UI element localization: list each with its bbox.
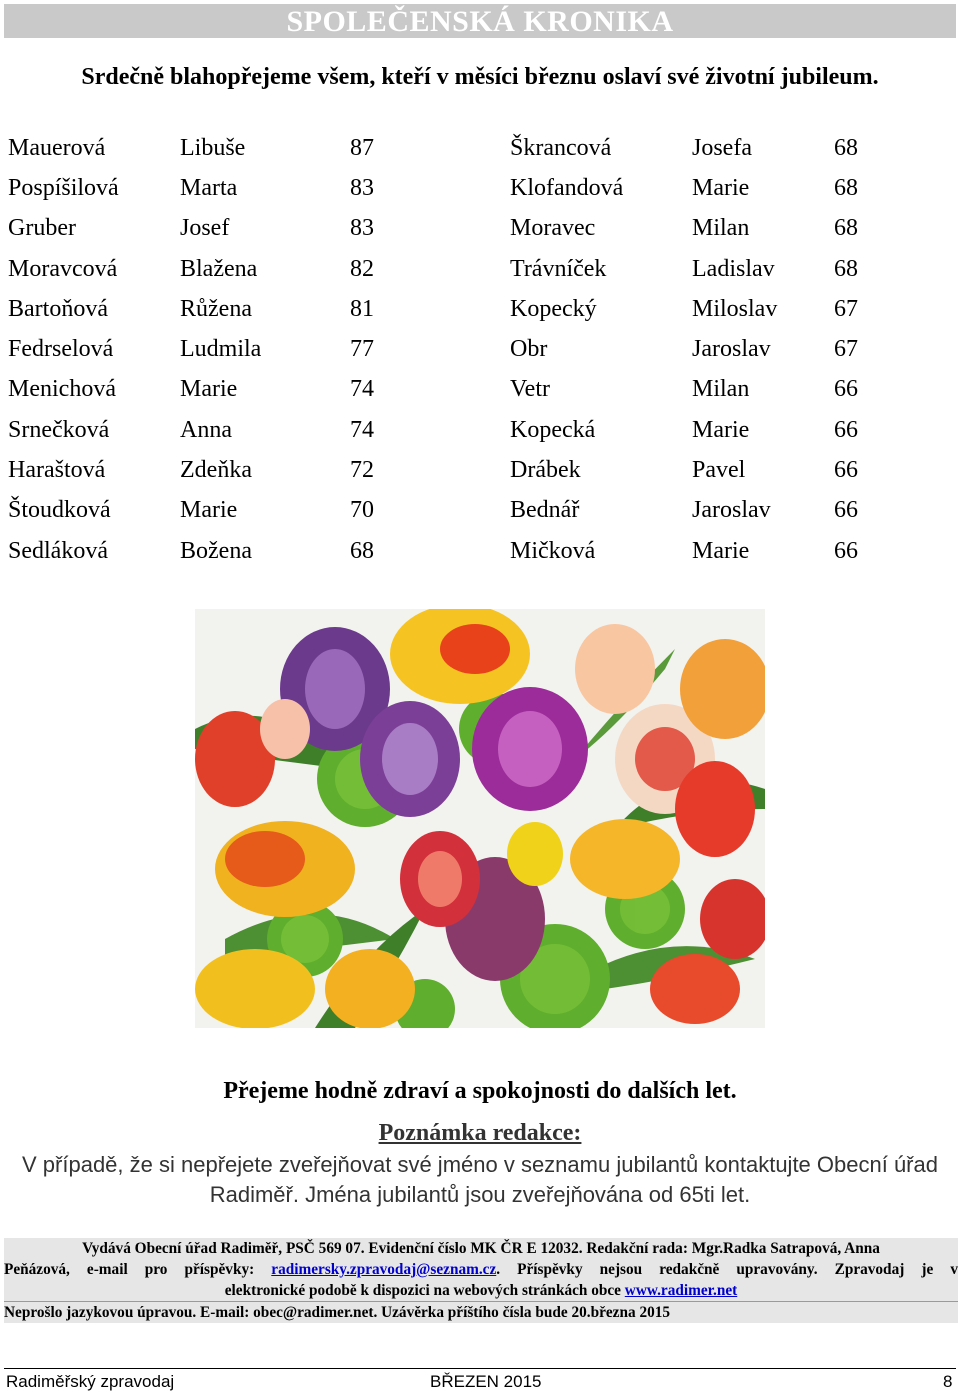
section-title: SPOLEČENSKÁ KRONIKA [286,5,674,38]
jubilant-first-name: Marie [692,537,750,564]
email-link[interactable]: radimersky.zpravodaj@seznam.cz [271,1261,497,1278]
jubilant-age: 67 [834,336,858,363]
jubilant-row [510,128,858,168]
jubilant-surname: Klofandová [510,174,624,201]
jubilant-age: 68 [834,134,858,161]
jubilant-first-name: Ladislav [692,255,775,282]
jubilant-first-name: Josef [180,215,230,242]
jubilant-surname: Štoudková [8,497,111,524]
jubilant-row [8,410,374,450]
jubilant-age: 66 [834,537,858,564]
jubilant-first-name: Anna [180,416,232,443]
jubilant-row [8,289,374,329]
jubilant-row [8,450,374,490]
jubilant-age: 74 [350,416,374,443]
footer-page-number: 8 [943,1372,953,1391]
jubilant-age: 83 [350,215,374,242]
jubilant-surname: Škrancová [510,134,612,161]
jubilant-age: 74 [350,376,374,403]
jubilant-row [510,491,858,531]
jubilant-first-name: Blažena [180,255,258,282]
jubilant-row [8,168,374,208]
jubilant-surname: Kopecká [510,416,596,443]
jubilants-list-right [510,128,858,571]
jubilant-row [510,410,858,450]
jubilant-surname: Mauerová [8,134,106,161]
wish-text: Přejeme hodně zdraví a spokojnosti do dalších let. [223,1078,737,1104]
jubilant-first-name: Marie [692,174,750,201]
tulip-bouquet-photo [195,609,765,1028]
jubilant-age: 68 [350,537,374,564]
jubilant-age: 70 [350,497,374,524]
footer-issue-month: BŘEZEN 2015 [430,1372,542,1391]
jubilant-row [510,370,858,410]
jubilant-row [8,128,374,168]
jubilant-age: 77 [350,336,374,363]
jubilant-first-name: Pavel [692,457,746,484]
jubilant-age: 72 [350,457,374,484]
jubilant-first-name: Růžena [180,295,252,322]
jubilant-surname: Drábek [510,457,581,484]
jubilant-age: 68 [834,255,858,282]
jubilant-row [510,450,858,490]
footer-divider [4,1368,956,1369]
jubilant-first-name: Libuše [180,134,246,161]
jubilant-first-name: Marie [180,497,238,524]
jubilant-age: 66 [834,416,858,443]
jubilant-row [510,289,858,329]
jubilant-first-name: Josefa [692,134,752,161]
jubilant-surname: Menichová [8,376,116,403]
jubilant-row [8,329,374,369]
jubilant-age: 81 [350,295,374,322]
jubilant-surname: Gruber [8,215,76,242]
jubilant-age: 68 [834,215,858,242]
jubilant-age: 82 [350,255,374,282]
editor-note-title: Poznámka redakce: [378,1120,582,1146]
jubilant-first-name: Marie [692,416,750,443]
jubilant-surname: Bartoňová [8,295,108,322]
jubilant-surname: Bednář [510,497,580,524]
jubilant-row [8,531,374,571]
jubilant-first-name: Ludmila [180,336,262,363]
jubilant-age: 83 [350,174,374,201]
jubilant-surname: Moravcová [8,255,118,282]
jubilant-row [510,329,858,369]
jubilant-surname: Moravec [510,215,596,242]
jubilant-first-name: Milan [692,376,750,403]
editor-note-text: V případě, že si nepřejete zveřejňovat své jméno v seznamu jubilantů kontaktujte Obecní úřad Radiměř. Jména jubilantů jsou zveřejňována od 65ti let. [22,1152,938,1207]
jubilant-first-name: Božena [180,537,252,564]
jubilant-age: 66 [834,497,858,524]
intro-text: Srdečně blahopřejeme všem, kteří v měsíci březnu oslaví své životní jubileum. [81,64,879,90]
jubilant-row [8,249,374,289]
section-title-bar [4,4,956,38]
jubilant-first-name: Marta [180,174,238,201]
jubilant-row [8,370,374,410]
jubilants-list-left [8,128,374,571]
jubilant-surname: Pospíšilová [8,174,119,201]
jubilant-row [510,249,858,289]
jubilant-first-name: Zdeňka [180,457,252,484]
jubilant-surname: Trávníček [510,255,607,282]
jubilant-first-name: Miloslav [692,295,778,322]
jubilant-first-name: Jaroslav [692,497,771,524]
imprint-line-1: Vydává Obecní úřad Radiměř, PSČ 569 07. Evidenční číslo MK ČR E 12032. Redakční rada: Mgr.Radka Satrapová, Anna [82,1240,880,1257]
jubilant-row [8,209,374,249]
jubilant-age: 67 [834,295,858,322]
jubilant-surname: Srnečková [8,416,110,443]
jubilant-row [510,531,858,571]
jubilant-age: 68 [834,174,858,201]
footer-publication-name: Radiměřský zpravodaj [6,1372,175,1391]
imprint-line-4: Neprošlo jazykovou úpravou. E-mail: obec@radimer.net. Uzávěrka příštího čísla bude 20.března 2015 [4,1301,958,1323]
jubilant-first-name: Marie [180,376,238,403]
jubilant-row [510,209,858,249]
jubilant-first-name: Jaroslav [692,336,771,363]
jubilant-row [8,491,374,531]
jubilant-age: 66 [834,376,858,403]
imprint-box [4,1238,958,1323]
jubilant-surname: Haraštová [8,457,106,484]
jubilant-age: 66 [834,457,858,484]
jubilant-age: 87 [350,134,374,161]
jubilant-surname: Vetr [510,376,550,403]
jubilant-surname: Kopecký [510,295,597,322]
imprint-line-2: Peňázová, e-mail pro příspěvky: radimersky.zpravodaj@seznam.cz. Příspěvky nejsou redakčně upravovány. Zpravodaj je v [4,1261,958,1278]
jubilant-surname: Fedrselová [8,336,114,363]
jubilant-surname: Mičková [510,537,596,564]
jubilant-surname: Sedláková [8,537,108,564]
jubilant-first-name: Milan [692,215,750,242]
jubilant-surname: Obr [510,336,548,363]
imprint-line-3: elektronické podobě k dispozici na webových stránkách obce www.radimer.net [224,1282,738,1299]
web-link[interactable]: www.radimer.net [624,1282,738,1299]
jubilant-row [510,168,858,208]
